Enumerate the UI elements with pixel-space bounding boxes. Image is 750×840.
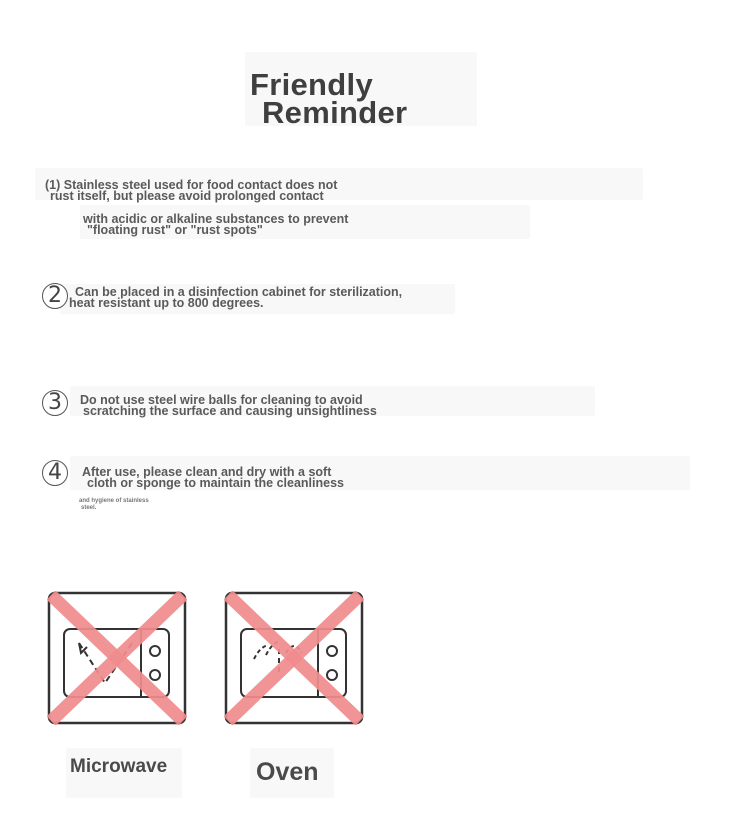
item2-line1: Can be placed in a disinfection cabinet for sterilization, (75, 285, 403, 299)
oven-label: Oven (256, 758, 319, 786)
page-title-line2: Reminder (262, 95, 408, 130)
number-4: 4 (48, 460, 62, 485)
item3-line1: Do not use steel wire balls for cleaning to avoid (80, 393, 363, 407)
item1-line1: (1) Stainless steel used for food contact does not (45, 178, 338, 192)
item4-line1: After use, please clean and dry with a soft (82, 465, 332, 479)
microwave-label: Microwave (70, 756, 168, 777)
item4-fine-print-1: and hygiene of stainless (79, 498, 149, 504)
item4-line2: cloth or sponge to maintain the cleanliness (87, 476, 344, 490)
item1-line3: with acidic or alkaline substances to prevent (83, 212, 349, 226)
number-3: 3 (48, 390, 62, 415)
number-3-icon (42, 390, 68, 416)
microwave-icon (47, 591, 187, 725)
item3-line2: scratching the surface and causing unsightliness (83, 404, 377, 418)
item1-line2: rust itself, but please avoid prolonged contact (50, 189, 324, 203)
oven-icon (224, 591, 364, 725)
item4-fine-print-2: steel. (81, 505, 97, 511)
number-4-icon (42, 460, 68, 486)
number-2: 2 (48, 283, 62, 308)
number-2-icon (42, 283, 68, 309)
page-title-line1: Friendly (250, 67, 373, 102)
item1-line4: "floating rust" or "rust spots" (87, 223, 263, 237)
item2-line2: heat resistant up to 800 degrees. (69, 296, 264, 310)
